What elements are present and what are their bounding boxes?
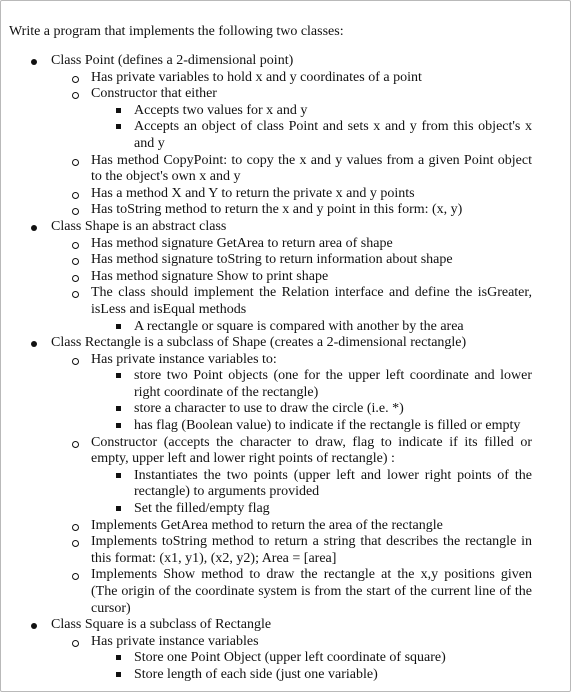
list-item — [51, 435, 532, 518]
item-text: Implements Show method to draw the rectangle at the x,y positions given (The origin of the coordinate system is from the start of the current line of the cursor) — [91, 567, 532, 616]
item-text: Accepts two values for x and y — [134, 103, 532, 120]
list-item — [51, 269, 532, 286]
list-item — [1, 219, 572, 335]
list-item — [91, 667, 532, 684]
item-text: Has private variables to hold x and y coordinates of a point — [91, 70, 532, 87]
item-text: Has method signature GetArea to return area of shape — [91, 236, 532, 253]
section-heading: Class Point (defines a 2-dimensional point) — [51, 53, 532, 70]
list-item — [51, 236, 532, 253]
item-text: The class should implement the Relation interface and define the isGreater, isLess and isEqual methods — [91, 285, 532, 317]
intro-text: Write a program that implements the following two classes: — [9, 24, 344, 39]
list-item — [91, 401, 532, 418]
item-text: store two Point objects (one for the upper left coordinate and lower right coordinate of the rectangle) — [134, 368, 532, 400]
list-item — [91, 319, 532, 336]
sub-sub-list — [91, 650, 532, 683]
item-text: Has toString method to return the x and y point in this form: (x, y) — [91, 202, 532, 219]
list-item — [51, 70, 532, 87]
section-heading: Class Rectangle is a subclass of Shape (creates a 2-dimensional rectangle) — [51, 335, 532, 352]
sub-sub-list — [91, 368, 532, 434]
sub-list — [51, 236, 532, 336]
item-text: Instantiates the two points (upper left and lower right points of the rectangle) to arguments provided — [134, 467, 532, 500]
item-text: Store one Point Object (upper left coordinate of square) — [134, 650, 532, 667]
item-text: Set the filled/empty flag — [134, 501, 532, 518]
item-text: Has method CopyPoint: to copy the x and y values from a given Point object to the object's own x and y — [91, 152, 532, 185]
item-text: Has private instance variables — [91, 634, 532, 651]
class-list — [1, 53, 572, 684]
item-text: store a character to use to draw the circle (i.e. *) — [134, 401, 532, 418]
list-item — [91, 501, 532, 518]
item-text: has flag (Boolean value) to indicate if the rectangle is filled or empty — [134, 418, 532, 435]
list-item — [91, 650, 532, 667]
list-item — [51, 153, 532, 186]
item-text: Store length of each side (just one variable) — [134, 667, 532, 684]
list-item — [51, 285, 532, 335]
item-text: Constructor that either — [91, 86, 532, 103]
list-item — [91, 468, 532, 501]
section-heading: Class Shape is an abstract class — [51, 219, 532, 236]
sub-list — [51, 352, 532, 618]
sub-list — [51, 634, 532, 684]
list-item — [51, 252, 532, 269]
item-text: Accepts an object of class Point and sets x and y from this object's x and y — [134, 119, 532, 151]
list-item — [91, 418, 532, 435]
list-item — [91, 103, 532, 120]
item-text: Has private instance variables to: — [91, 352, 532, 369]
item-text: Implements toString method to return a string that describes the rectangle in this format: (x1, y1), (x2, y2); Area = [area] — [91, 534, 532, 566]
list-item — [51, 518, 532, 535]
list-item — [1, 335, 572, 617]
list-item — [51, 186, 532, 203]
item-text: A rectangle or square is compared with another by the area — [134, 319, 532, 336]
sub-sub-list — [91, 468, 532, 518]
list-item — [91, 368, 532, 401]
item-text: Implements GetArea method to return the area of the rectangle — [91, 518, 532, 535]
item-text: Has method signature Show to print shape — [91, 269, 532, 286]
sub-list — [51, 70, 532, 219]
list-item — [51, 534, 532, 567]
list-item — [51, 634, 532, 684]
item-text: Has a method X and Y to return the private x and y points — [91, 186, 532, 203]
list-item — [91, 119, 532, 152]
sub-sub-list — [91, 319, 532, 336]
list-item — [51, 352, 532, 435]
list-item — [1, 53, 572, 219]
item-text: Has method signature toString to return information about shape — [91, 252, 532, 269]
list-item — [51, 567, 532, 617]
list-item — [1, 617, 572, 683]
sub-sub-list — [91, 103, 532, 153]
list-item — [51, 202, 532, 219]
item-text: Constructor (accepts the character to draw, flag to indicate if its filled or empty, upper left and lower right points of rectangle) : — [91, 434, 532, 467]
list-item — [51, 86, 532, 152]
section-heading: Class Square is a subclass of Rectangle — [51, 617, 532, 634]
